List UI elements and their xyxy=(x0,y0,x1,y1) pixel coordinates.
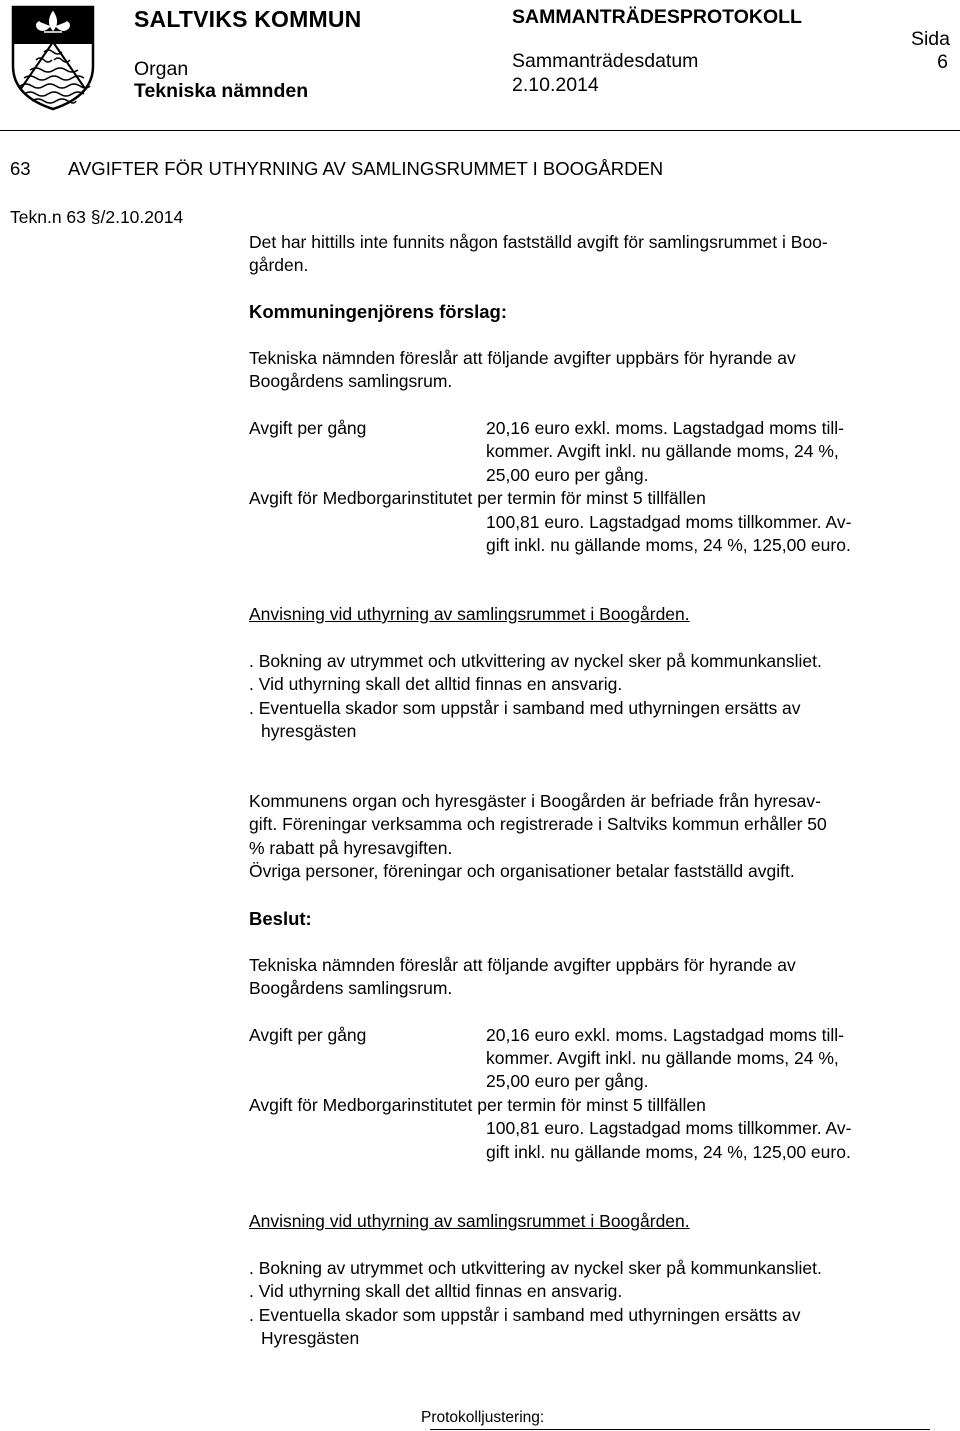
fee-medb-label: Avgift för Medborgarinstitutet per termin för minst 5 tillfällen xyxy=(249,1095,706,1115)
fee-medb-line-1: 100,81 euro. Lagstadgad moms tillkommer. Av- xyxy=(486,1118,852,1138)
intro-line-2: gården. xyxy=(249,255,309,275)
fee-medb-label: Avgift för Medborgarinstitutet per termin för minst 5 tillfällen xyxy=(249,488,706,508)
instruction-item-3: . Eventuella skador som uppstår i samband med uthyrningen ersätts av xyxy=(249,698,801,718)
instruction-item-3-cont: hyresgästen xyxy=(261,721,357,741)
section-title: AVGIFTER FÖR UTHYRNING AV SAMLINGSRUMMET I BOOGÅRDEN xyxy=(68,158,664,179)
fee-medb-line-1: 100,81 euro. Lagstadgad moms tillkommer. Av- xyxy=(486,512,852,532)
page-label: Sida xyxy=(910,28,950,50)
instruction-item-3: . Eventuella skador som uppstår i samband med uthyrningen ersätts av xyxy=(249,1305,801,1325)
fee-per-line-1: 20,16 euro exkl. moms. Lagstadgad moms till- xyxy=(486,418,844,438)
intro-line-1: Det har hittills inte funnits någon fastställd avgift för samlingsrummet i Boo- xyxy=(249,232,828,252)
fee-per-label: Avgift per gång xyxy=(249,1025,367,1045)
fee-medb-line-2: gift inkl. nu gällande moms, 24 %, 125,00 euro. xyxy=(486,535,851,555)
instruction-item-3-cont: Hyresgästen xyxy=(261,1328,360,1348)
exemption-line-2: gift. Föreningar verksamma och registrerade i Saltviks kommun erhåller 50 xyxy=(249,814,827,834)
instruction-item-1: . Bokning av utrymmet och utkvittering av nyckel sker på kommunkansliet. xyxy=(249,1258,822,1278)
exemption-line-1: Kommunens organ och hyresgäster i Boogården är befriade från hyresav- xyxy=(249,791,821,811)
organ-label: Organ xyxy=(134,58,189,80)
exemption-line-4: Övriga personer, föreningar och organisationer betalar fastställd avgift. xyxy=(249,861,795,881)
fee-per-line-3: 25,00 euro per gång. xyxy=(486,1071,649,1091)
instruction-item-1: . Bokning av utrymmet och utkvittering av nyckel sker på kommunkansliet. xyxy=(249,651,822,671)
organ-value: Tekniska nämnden xyxy=(134,80,309,102)
page-number: 6 xyxy=(937,51,948,73)
fee-per-label: Avgift per gång xyxy=(249,418,367,438)
header-divider xyxy=(0,130,960,131)
fee-per-line-1: 20,16 euro exkl. moms. Lagstadgad moms till- xyxy=(486,1025,844,1045)
coat-of-arms-icon xyxy=(10,4,96,112)
decision-heading: Beslut: xyxy=(249,908,312,929)
instruction-item-2: . Vid uthyrning skall det alltid finnas en ansvarig. xyxy=(249,1281,623,1301)
instructions-heading: Anvisning vid uthyrning av samlingsrummet i Boogården. xyxy=(249,604,690,624)
protocol-adjustment-label: Protokolljustering: xyxy=(421,1409,545,1426)
proposal-line-1: Tekniska nämnden föreslår att följande avgifter uppbärs för hyrande av xyxy=(249,348,796,368)
decision-line-1: Tekniska nämnden föreslår att följande avgifter uppbärs för hyrande av xyxy=(249,955,796,975)
fee-per-line-2: kommer. Avgift inkl. nu gällande moms, 24 %, xyxy=(486,1048,839,1068)
exemption-line-3: % rabatt på hyresavgiften. xyxy=(249,838,453,858)
meeting-date: 2.10.2014 xyxy=(512,74,599,96)
section-number: 63 xyxy=(10,158,31,179)
signature-line xyxy=(430,1429,930,1430)
instruction-item-2: . Vid uthyrning skall det alltid finnas en ansvarig. xyxy=(249,674,623,694)
fee-medb-line-2: gift inkl. nu gällande moms, 24 %, 125,00 euro. xyxy=(486,1142,851,1162)
fee-per-line-3: 25,00 euro per gång. xyxy=(486,465,649,485)
proposal-heading: Kommuningenjörens förslag: xyxy=(249,301,507,322)
municipality-name: SALTVIKS KOMMUN xyxy=(134,6,362,32)
proposal-line-2: Boogårdens samlingsrum. xyxy=(249,371,453,391)
section-reference: Tekn.n 63 §/2.10.2014 xyxy=(10,207,184,227)
meeting-date-label: Sammanträdesdatum xyxy=(512,50,699,72)
decision-line-2: Boogårdens samlingsrum. xyxy=(249,978,453,998)
fee-per-line-2: kommer. Avgift inkl. nu gällande moms, 24 %, xyxy=(486,441,839,461)
instructions-heading: Anvisning vid uthyrning av samlingsrummet i Boogården. xyxy=(249,1211,690,1231)
document-type: SAMMANTRÄDESPROTOKOLL xyxy=(512,6,802,28)
